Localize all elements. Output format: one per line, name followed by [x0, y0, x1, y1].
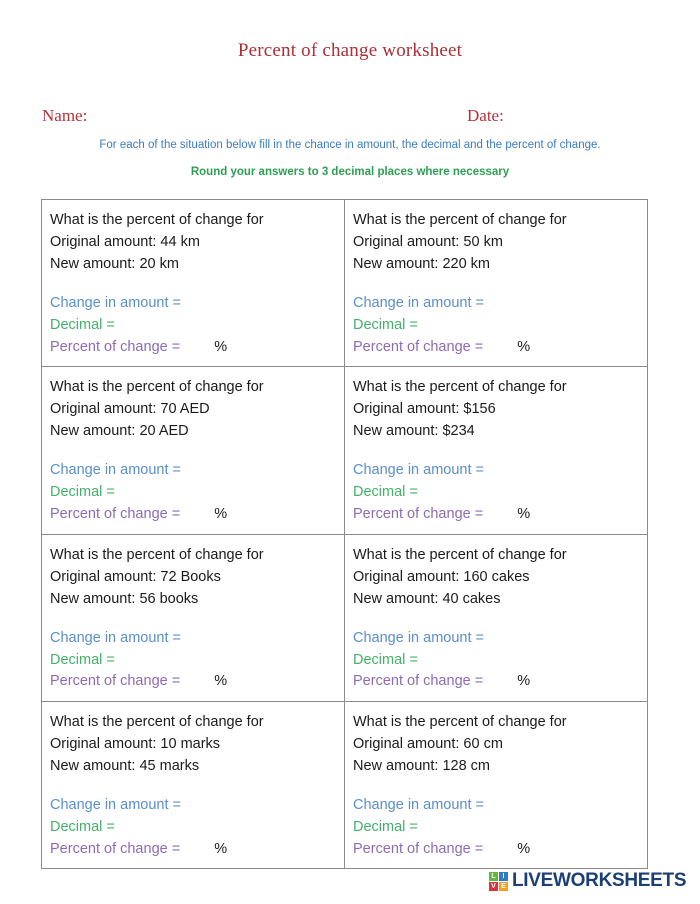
percent-of-change-label[interactable]: [50, 839, 344, 861]
decimal-label[interactable]: Decimal =: [50, 484, 115, 501]
spacer: [50, 275, 344, 293]
new-amount: New amount: 45 marks: [50, 758, 200, 775]
percent-sign: %: [517, 505, 531, 522]
problem-cell: [42, 367, 345, 534]
problem-cell: [345, 702, 648, 869]
new-amount: New amount: 128 cm: [353, 758, 491, 775]
question-prompt: What is the percent of change for: [353, 379, 567, 396]
table-row: [42, 534, 648, 701]
problem-cell: [42, 534, 345, 701]
new-amount: New amount: 40 cakes: [353, 590, 501, 607]
instruction-line-2: Round your answers to 3 decimal places where necessary: [190, 166, 510, 178]
spacer: [50, 610, 344, 628]
change-in-amount-label[interactable]: Change in amount =: [50, 462, 181, 479]
spacer: [50, 442, 344, 460]
liveworksheets-logo[interactable]: [489, 869, 686, 893]
percent-sign: %: [517, 338, 531, 355]
logo-tile-e: E: [499, 882, 508, 891]
percent-of-change-text: Percent of change =: [50, 505, 181, 522]
decimal-label[interactable]: Decimal =: [50, 316, 115, 333]
original-amount: Original amount: 160 cakes: [353, 568, 530, 585]
question-prompt: What is the percent of change for: [353, 546, 567, 563]
percent-of-change-label[interactable]: [353, 671, 647, 693]
percent-of-change-text: Percent of change =: [50, 673, 181, 690]
new-amount: New amount: 20 AED: [50, 423, 189, 440]
percent-of-change-text: Percent of change =: [50, 338, 181, 355]
original-amount: Original amount: $156: [353, 401, 496, 418]
question-prompt: What is the percent of change for: [50, 212, 264, 228]
decimal-label[interactable]: Decimal =: [353, 316, 418, 333]
decimal-label[interactable]: Decimal =: [353, 484, 418, 501]
new-amount: New amount: 56 books: [50, 590, 199, 607]
decimal-label[interactable]: Decimal =: [50, 651, 115, 668]
problem-cell: [42, 702, 345, 869]
change-in-amount-label[interactable]: Change in amount =: [50, 295, 181, 312]
problem-cell: [42, 200, 345, 367]
problem-cell: [345, 534, 648, 701]
new-amount: New amount: $234: [353, 423, 475, 440]
original-amount: Original amount: 10 marks: [50, 736, 221, 753]
percent-sign: %: [214, 505, 228, 522]
instruction-line-1: For each of the situation below fill in the chance in amount, the decimal and the percent of change.: [99, 139, 601, 151]
logo-tile-i: I: [499, 872, 508, 881]
name-date-row: [0, 106, 700, 130]
percent-of-change-label[interactable]: [50, 504, 344, 526]
question-prompt: What is the percent of change for: [50, 379, 264, 396]
decimal-label[interactable]: Decimal =: [353, 651, 418, 668]
change-in-amount-label[interactable]: Change in amount =: [353, 797, 484, 814]
spacer: [353, 777, 647, 795]
original-amount: Original amount: 72 Books: [50, 568, 221, 585]
table-row: [42, 367, 648, 534]
original-amount: Original amount: 70 AED: [50, 401, 210, 418]
percent-of-change-text: Percent of change =: [353, 505, 484, 522]
liveworksheets-logo-icon: [489, 872, 508, 891]
percent-sign: %: [214, 840, 228, 857]
percent-sign: %: [517, 673, 531, 690]
date-label: Date:: [467, 106, 504, 125]
table-row: [42, 200, 648, 367]
decimal-label[interactable]: Decimal =: [50, 818, 115, 835]
liveworksheets-wordmark: LIVEWORKSHEETS: [512, 870, 687, 891]
percent-of-change-label[interactable]: [50, 671, 344, 693]
change-in-amount-label[interactable]: Change in amount =: [353, 462, 484, 479]
spacer: [353, 275, 647, 293]
percent-of-change-text: Percent of change =: [50, 840, 181, 857]
percent-of-change-label[interactable]: [50, 337, 344, 359]
logo-tile-l: L: [489, 872, 498, 881]
spacer: [50, 777, 344, 795]
page-title: Percent of change worksheet: [237, 40, 463, 61]
question-prompt: What is the percent of change for: [50, 546, 264, 563]
change-in-amount-label[interactable]: Change in amount =: [50, 797, 181, 814]
question-prompt: What is the percent of change for: [50, 714, 264, 731]
percent-of-change-label[interactable]: [353, 337, 647, 359]
change-in-amount-label[interactable]: Change in amount =: [50, 629, 181, 646]
percent-of-change-label[interactable]: [353, 839, 647, 861]
percent-of-change-text: Percent of change =: [353, 338, 484, 355]
change-in-amount-label[interactable]: Change in amount =: [353, 295, 484, 312]
problem-cell: [345, 200, 648, 367]
logo-tile-v: V: [489, 882, 498, 891]
spacer: [353, 442, 647, 460]
new-amount: New amount: 220 km: [353, 256, 491, 273]
question-prompt: What is the percent of change for: [353, 714, 567, 731]
percent-of-change-label[interactable]: [353, 504, 647, 526]
percent-of-change-text: Percent of change =: [353, 840, 484, 857]
name-label: Name:: [42, 106, 88, 125]
problem-cell: [345, 367, 648, 534]
decimal-label[interactable]: Decimal =: [353, 818, 418, 835]
problems-table: [41, 199, 648, 869]
original-amount: Original amount: 50 km: [353, 234, 503, 251]
percent-sign: %: [214, 338, 228, 355]
percent-sign: %: [214, 673, 228, 690]
table-row: [42, 702, 648, 869]
change-in-amount-label[interactable]: Change in amount =: [353, 629, 484, 646]
percent-of-change-text: Percent of change =: [353, 673, 484, 690]
original-amount: Original amount: 44 km: [50, 234, 200, 251]
percent-sign: %: [517, 840, 531, 857]
spacer: [353, 610, 647, 628]
question-prompt: What is the percent of change for: [353, 212, 567, 228]
new-amount: New amount: 20 km: [50, 256, 179, 273]
original-amount: Original amount: 60 cm: [353, 736, 503, 753]
